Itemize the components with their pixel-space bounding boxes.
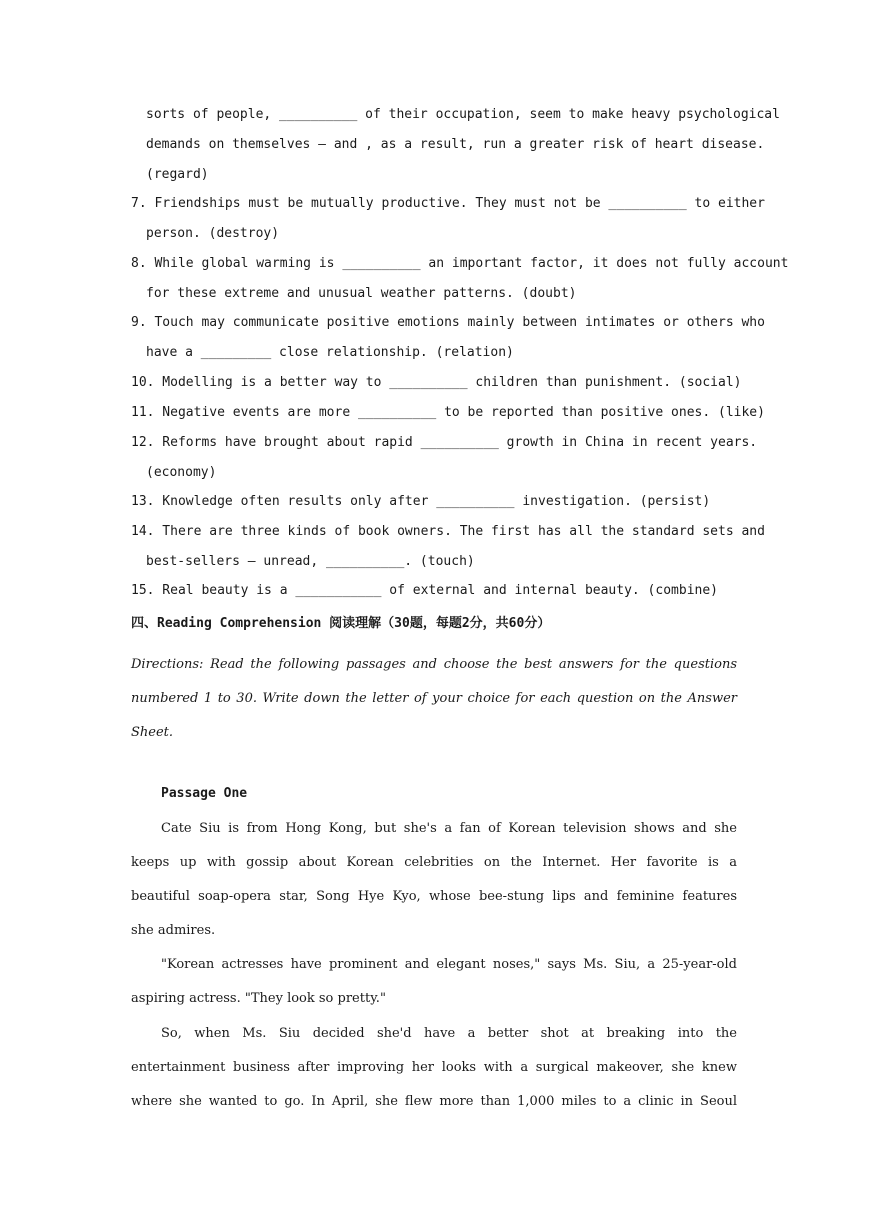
paragraph-line: aspiring actress. "They look so pretty." [131, 991, 386, 1006]
question-line: (regard) [146, 167, 209, 182]
question-line: have a _________ close relationship. (relation) [146, 345, 514, 360]
paragraph-line: "Korean actresses have prominent and elegant noses," says Ms. Siu, a 25-year-old [161, 957, 737, 972]
directions-text [131, 648, 737, 750]
question-line: 12. Reforms have brought about rapid __________ growth in China in recent years. [131, 435, 758, 450]
paragraph-line: she admires. [131, 923, 216, 938]
passage-title: Passage One [161, 786, 248, 801]
paragraph-line: So, when Ms. Siu decided she'd have a better shot at breaking into the [161, 1026, 737, 1041]
passage-paragraph-1 [131, 812, 737, 948]
question-item-12 [131, 428, 758, 488]
question-line: 9. Touch may communicate positive emotions mainly between intimates or others who [131, 315, 765, 330]
question-item-13 [131, 487, 737, 517]
passage-paragraph-2 [131, 948, 737, 1016]
question-line: 8. While global warming is __________ an important factor, it does not fully account [131, 256, 789, 271]
paragraph-line: keeps up with gossip about Korean celebrities on the Internet. Her favorite is a [131, 855, 737, 870]
question-line: (economy) [146, 465, 217, 480]
question-item-7 [131, 189, 765, 249]
section-heading: 四、Reading Comprehension 阅读理解（30题，每题2分，共60分） [131, 616, 551, 631]
passage-paragraph-3 [131, 1017, 737, 1119]
question-item-9 [131, 308, 765, 368]
question-item-6-continuation [131, 100, 780, 190]
question-line: 14. There are three kinds of book owners. The first has all the standard sets and [131, 524, 765, 539]
directions-line: Directions: Read the following passages and choose the best answers for the questions [131, 657, 737, 672]
question-line: 15. Real beauty is a ___________ of external and internal beauty. (combine) [131, 583, 718, 598]
directions-line: numbered 1 to 30. Write down the letter of your choice for each question on the Answer [131, 691, 737, 706]
question-line: 7. Friendships must be mutually productive. They must not be __________ to either [131, 196, 765, 211]
question-item-8 [131, 249, 789, 309]
question-item-14 [131, 517, 765, 577]
question-line: for these extreme and unusual weather patterns. (doubt) [146, 286, 577, 301]
question-line: best-sellers – unread, __________. (touch) [146, 554, 475, 569]
paragraph-line: Cate Siu is from Hong Kong, but she's a fan of Korean television shows and she [161, 821, 737, 836]
paragraph-line: beautiful soap-opera star, Song Hye Kyo, whose bee-stung lips and feminine features [131, 889, 737, 904]
question-line: sorts of people, __________ of their occupation, seem to make heavy psychological [146, 107, 780, 122]
question-item-11 [131, 398, 765, 428]
question-line: person. (destroy) [146, 226, 280, 241]
question-line: 13. Knowledge often results only after __________ investigation. (persist) [131, 494, 711, 509]
question-item-10 [131, 368, 742, 398]
paragraph-line: entertainment business after improving her looks with a surgical makeover, she knew [131, 1060, 737, 1075]
question-line: 10. Modelling is a better way to __________ children than punishment. (social) [131, 375, 742, 390]
question-line: 11. Negative events are more __________ to be reported than positive ones. (like) [131, 405, 765, 420]
directions-line: Sheet. [131, 725, 174, 740]
question-line: demands on themselves – and , as a result, run a greater risk of heart disease. [146, 137, 765, 152]
paragraph-line: where she wanted to go. In April, she flew more than 1,000 miles to a clinic in Seoul [131, 1094, 737, 1109]
question-item-15 [131, 576, 737, 606]
